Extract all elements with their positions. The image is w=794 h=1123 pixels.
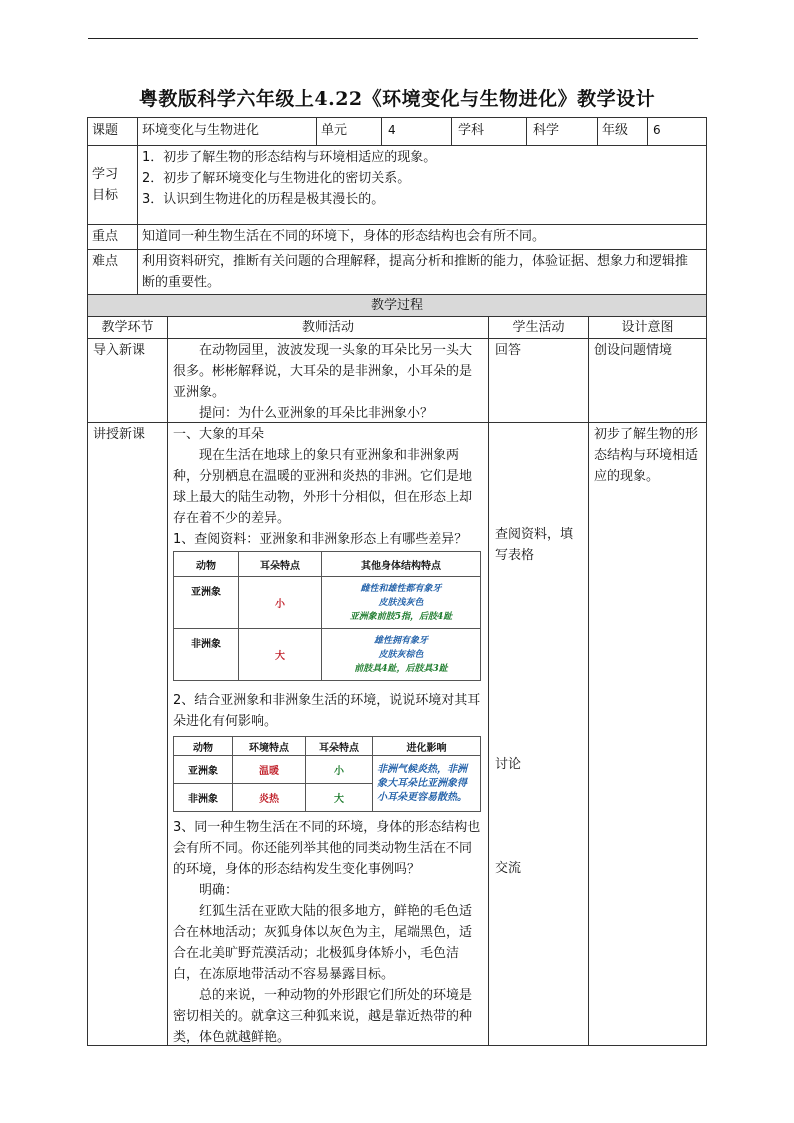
- intro-question: 提问：为什么亚洲象的耳朵比非洲象小？: [199, 406, 434, 421]
- table1-other-line: 雌性和雄性都有象牙: [360, 583, 442, 594]
- lesson-stage: 讲授新课: [93, 427, 146, 442]
- column-header-stage: 教学环节: [101, 320, 154, 335]
- unit-label: 单元: [321, 123, 348, 138]
- header-rule: [88, 38, 698, 39]
- table2-ear: 大: [306, 784, 373, 812]
- environment-influence-table: [173, 736, 481, 812]
- goals-label: [92, 164, 132, 206]
- intro-teacher-activity: [173, 340, 483, 424]
- table1-ear: 小: [239, 577, 322, 629]
- table1-other-line: 雄性拥有象牙: [373, 635, 428, 646]
- topic-value: 环境变化与生物进化: [142, 123, 260, 138]
- summary-paragraph: 总的来说，一种动物的外形跟它们所处的环境是密切相关的。就拿这三种狐来说，越是靠近热带的种类，体色就越鲜艳。: [173, 988, 473, 1045]
- table1-other: [322, 577, 481, 629]
- table1-other-line: 皮肤浅灰色: [378, 597, 424, 608]
- goals-label-line-2: 目标: [92, 188, 119, 203]
- table1-header: 其他身体结构特点: [322, 552, 481, 577]
- subject-value: 科学: [533, 123, 560, 138]
- table1-animal: 非洲象: [174, 629, 239, 681]
- table1-ear: 大: [239, 629, 322, 681]
- goal-item: 3．认识到生物进化的历程是极其漫长的。: [142, 192, 385, 207]
- subject-label: 学科: [458, 123, 485, 138]
- goals-list: [142, 147, 702, 210]
- intro-stage: 导入新课: [93, 343, 146, 358]
- table2-header: 动物: [174, 737, 233, 756]
- question-1: 1、查阅资料：亚洲象和非洲象形态上有哪些差异？: [173, 532, 468, 547]
- process-heading: 教学过程: [370, 298, 423, 313]
- column-header-student: 学生活动: [512, 320, 565, 335]
- elephant-comparison-table: [173, 551, 481, 681]
- lesson-intent: 初步了解生物的形态结构与环境相适应的现象。: [594, 427, 699, 484]
- goal-item: 2．初步了解环境变化与生物进化的密切关系。: [142, 171, 411, 186]
- table2-env: 温暖: [233, 756, 306, 784]
- difficult-point-text: 利用资料研究，推断有关问题的合理解释，提高分析和推断的能力，体验证据、想象力和逻辑推断的重要性。: [142, 254, 689, 290]
- student-activity-2: 讨论: [495, 757, 522, 772]
- table1-other-line: 皮肤灰棕色: [378, 649, 424, 660]
- table2-animal: 非洲象: [174, 784, 233, 812]
- column-header-teacher: 教师活动: [301, 320, 354, 335]
- table2-ear: 小: [306, 756, 373, 784]
- goals-label-line-1: 学习: [92, 167, 119, 182]
- table2-env: 炎热: [233, 784, 306, 812]
- intro-student-activity: 回答: [495, 343, 522, 358]
- key-point-label: 重点: [92, 229, 119, 244]
- student-activity-1: 查阅资料，填写表格: [495, 527, 574, 563]
- fox-paragraph: 红狐生活在亚欧大陆的很多地方，鲜艳的毛色适合在林地活动；灰狐身体以灰色为主，尾端黑色，适合在北美旷野荒漠活动；北极狐身体矫小，毛色洁白，在冻原地带活动不容易暴露目标。: [173, 904, 473, 982]
- table2-animal: 亚洲象: [174, 756, 233, 784]
- lesson-teacher-top: [173, 424, 483, 550]
- table2-header: 环境特点: [233, 737, 306, 756]
- elephant-paragraph: 现在生活在地球上的象只有亚洲象和非洲象两种，分别栖息在温暖的亚洲和炎热的非洲。它们是地球上最大的陆生动物，外形十分相似，但在形态上却存在着不少的差异。: [173, 448, 473, 526]
- table2-header: 进化影响: [373, 737, 481, 756]
- table1-header: 动物: [174, 552, 239, 577]
- student-activity-3: 交流: [495, 861, 522, 876]
- question-2: 2、结合亚洲象和非洲象生活的环境，说说环境对其耳朵进化有何影响。: [173, 693, 481, 729]
- table1-animal: 亚洲象: [174, 577, 239, 629]
- table1-other: [322, 629, 481, 681]
- clarify-label: 明确：: [199, 883, 239, 898]
- lesson-teacher-bottom: [173, 817, 483, 1048]
- topic-label: 课题: [92, 123, 119, 138]
- goal-item: 1．初步了解生物的形态结构与环境相适应的现象。: [142, 150, 437, 165]
- page-title: 粤教版科学六年级上4.22《环境变化与生物进化》教学设计: [138, 88, 656, 110]
- table2-effect: 非洲气候炎热，非洲象大耳朵比亚洲象得小耳朵更容易散热。: [373, 756, 481, 812]
- key-point-text: 知道同一种生物生活在不同的环境下，身体的形态结构也会有所不同。: [142, 229, 546, 244]
- column-header-intent: 设计意图: [621, 320, 674, 335]
- question-3: 3、同一种生物生活在不同的环境，身体的形态结构也会有所不同。你还能列举其他的同类动物生活在不同的环境，身体的形态结构发生变化事例吗？: [173, 820, 481, 877]
- table2-header: 耳朵特点: [306, 737, 373, 756]
- table1-other-line: 前肢具4趾，后肢具3趾: [354, 663, 448, 674]
- intro-intent: 创设问题情境: [594, 343, 673, 358]
- intro-paragraph: 在动物园里，波波发现一头象的耳朵比另一头大很多。彬彬解释说，大耳朵的是非洲象，小耳朵的是亚洲象。: [173, 343, 473, 400]
- section-title: 一、大象的耳朵: [173, 427, 265, 442]
- unit-value: 4: [388, 123, 396, 137]
- table1-header: 耳朵特点: [239, 552, 322, 577]
- difficult-point-label: 难点: [92, 254, 119, 269]
- grade-value: 6: [653, 123, 661, 137]
- grade-label: 年级: [602, 123, 629, 138]
- table1-other-line: 亚洲象前肢5指，后肢4趾: [349, 611, 453, 622]
